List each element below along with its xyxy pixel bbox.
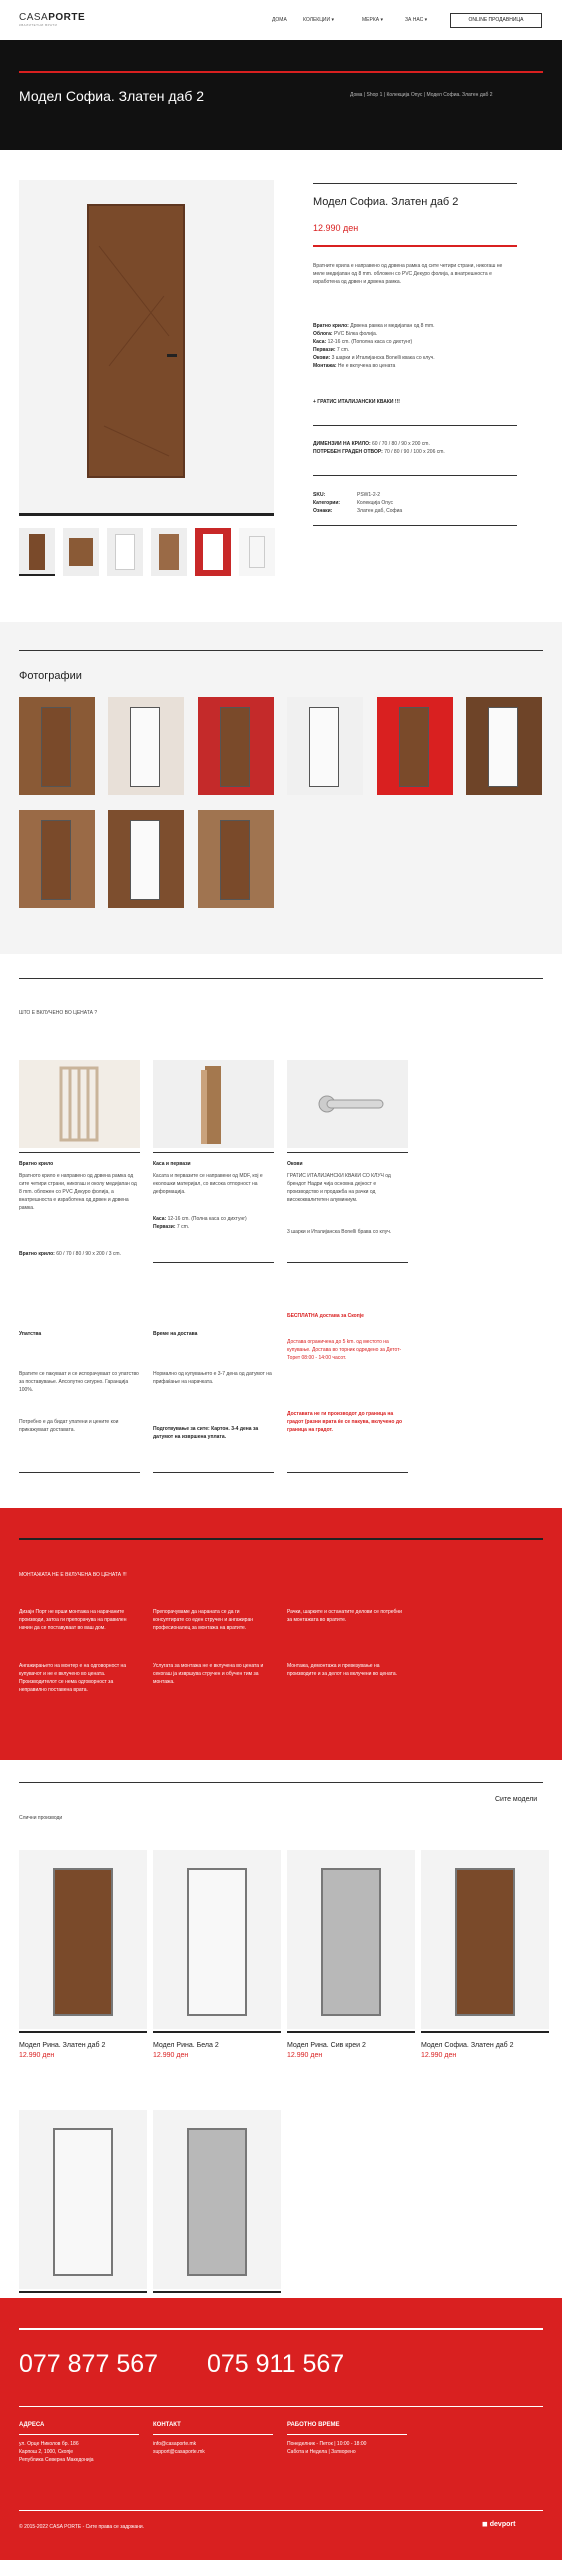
dim-row: [313, 448, 533, 456]
divider: [313, 245, 517, 247]
spec-label: Окови:: [313, 355, 331, 361]
divider: [313, 525, 517, 526]
door-image: [399, 707, 429, 787]
include-extra: Подготвување за сите: Картон. 3-4 дена за датумот на извршена уплата.: [153, 1426, 259, 1440]
all-models-link[interactable]: Сите модели: [495, 1796, 538, 1803]
include-bold: Первази:: [153, 1224, 176, 1230]
product-name[interactable]: Модел Рина. Бела 2: [153, 2042, 219, 2049]
spec-label: Монтажа:: [313, 363, 337, 369]
spec-label: Вратно крило:: [313, 323, 349, 329]
door-image: [309, 707, 339, 787]
badge-label: devport: [489, 2521, 516, 2528]
door-image: [53, 1868, 113, 2016]
contact-title: КОНТАКТ: [153, 2422, 181, 2428]
divider: [287, 2031, 415, 2033]
address: [19, 2440, 94, 2464]
address-title: АДРЕСА: [19, 2422, 45, 2428]
notice-text: Препорачуваме да нараната се да ги консултирате со еден стручен и ангажиран професионалец за монтажа на вратите.: [153, 1609, 254, 1631]
address-line: ул. Орце Николов бр. 186: [19, 2441, 79, 2447]
meta-row: [313, 499, 517, 507]
nav-about-label: ЗА НАС: [405, 17, 424, 23]
dim-value: 60 / 70 / 80 / 90 x 200 cm.: [372, 441, 430, 447]
gallery-title: Фотографии: [19, 670, 82, 682]
address-line: Република Северна Македонија: [19, 2457, 94, 2463]
spec-value: PVC Білка фолија.: [333, 331, 378, 337]
thumbnail[interactable]: [107, 528, 143, 576]
badge-icon: ◼: [482, 2521, 488, 2528]
gift-note: + ГРАТИС ИТАЛИЈАНСКИ КВАКИ !!!: [313, 399, 400, 405]
product-image[interactable]: [153, 2110, 281, 2289]
product-card[interactable]: [19, 2110, 147, 2319]
nav-collections-label: КОЛЕКЦИИ: [303, 17, 331, 23]
product-price: 12.990 ден: [19, 2052, 55, 2059]
developer-badge[interactable]: [482, 2520, 515, 2528]
spec-value: 7 cm.: [336, 347, 350, 353]
notice-title: МОНТАЖАТА НЕ Е ВКЛУЧЕНА ВО ЦЕНАТА !!!: [19, 1572, 127, 1578]
spec-row: [313, 330, 533, 338]
thumbnail[interactable]: [63, 528, 99, 576]
product-price: 12.990 ден: [153, 2052, 189, 2059]
door-image: [321, 1868, 381, 2016]
product-name[interactable]: Модел Софиа. Златен даб 2: [421, 2042, 514, 2049]
includes-title: ШТО Е ВКЛУЧЕНО ВО ЦЕНАТА ?: [19, 1010, 98, 1016]
include-title: БЕСПЛАТНА достава за Скопје: [287, 1313, 364, 1319]
divider: [19, 1472, 140, 1473]
thumbnail[interactable]: [195, 528, 231, 576]
nav-measure-label: МЕРКА: [362, 17, 380, 23]
door-image: [455, 1868, 515, 2016]
product-price: 12.990 ден: [287, 2052, 323, 2059]
breadcrumb[interactable]: Дома | Shop 1 | Колекција Опус | Модел Софиа. Златен даб 2: [350, 92, 493, 98]
gallery-photo[interactable]: [287, 697, 363, 795]
product-card[interactable]: [287, 1850, 415, 2059]
divider: [313, 475, 517, 476]
product-main-image[interactable]: [19, 180, 274, 513]
product-price: 12.990 ден: [421, 2052, 457, 2059]
product-specs: [313, 322, 533, 370]
hours-line: Сабота и Недела | Затворено: [287, 2449, 356, 2455]
contact-email[interactable]: info@casaporte.mk: [153, 2441, 197, 2447]
divider: [19, 2328, 543, 2330]
product-title: Модел Софиа. Златен даб 2: [313, 196, 459, 208]
gallery-photo[interactable]: [466, 697, 542, 795]
gallery-photo[interactable]: [108, 697, 184, 795]
door-image: [87, 204, 185, 478]
divider: [153, 1152, 274, 1153]
include-text: Касата и первазите се направени од MDF, кој е еколошки материјал, со висока отпорност на деформација.: [153, 1173, 263, 1195]
chevron-down-icon: ▾: [380, 17, 383, 23]
dim-value: 70 / 80 / 90 / 100 x 206 cm.: [384, 449, 445, 455]
online-shop-button[interactable]: ONLINE ПРОДАВНИЦА: [450, 13, 542, 28]
handle-image: [287, 1060, 408, 1148]
include-extra: [153, 1215, 274, 1231]
spec-row: [313, 354, 533, 362]
product-name[interactable]: Модел Рина. Сив креи 2: [287, 2042, 366, 2049]
include-extra: 3 шарки и Италијанска Bonelli брава со клуч.: [287, 1229, 392, 1235]
door-image: [53, 2128, 113, 2276]
installation-notice-section: [0, 1508, 562, 1760]
meta-value[interactable]: Златен даб, Софиа: [357, 508, 403, 514]
door-image: [41, 820, 71, 900]
product-meta: [313, 491, 517, 515]
gallery-photo[interactable]: [108, 810, 184, 908]
divider: [19, 2510, 543, 2511]
product-dimensions: [313, 440, 533, 456]
address-line: Карпош 2, 1000, Скопје: [19, 2449, 74, 2455]
casing-image: [153, 1060, 274, 1148]
spec-label: Облога:: [313, 331, 333, 337]
product-image[interactable]: [153, 1850, 281, 2029]
divider: [19, 2291, 147, 2293]
meta-label: SKU:: [313, 492, 326, 498]
divider: [19, 1782, 543, 1783]
logo-tagline: КВАЛИТЕТНИ ВРАТИ: [19, 23, 58, 27]
thumbnail[interactable]: [19, 528, 55, 576]
divider: [19, 650, 543, 651]
spec-value: Дрвена рамка и медијапан од 8 mm.: [350, 323, 435, 329]
divider: [153, 1472, 274, 1473]
meta-row: [313, 507, 517, 515]
nav-collections[interactable]: [303, 17, 334, 23]
chevron-down-icon: ▾: [424, 17, 428, 23]
divider: [287, 1472, 408, 1473]
gallery-photo[interactable]: [198, 697, 274, 795]
spec-label: Каса:: [313, 339, 327, 345]
site-header: [0, 0, 562, 40]
product-name[interactable]: Модел Рина. Златен даб 2: [19, 2042, 106, 2049]
product-image[interactable]: [19, 1850, 147, 2029]
include-text: Вратното крило е направено од дрвена рамка од сите четири страни, никогаш и околу медијапан од 8 mm. обложен со PVC Декуро фолија, а внатрешноста е изработена од дрвен и дрвена рамка.: [19, 1173, 137, 1211]
divider: [287, 1262, 408, 1263]
include-text: Нормално од купувањето е 3-7 дена од датумот на прифаќање на нарачката.: [153, 1371, 272, 1385]
gallery-photo[interactable]: [19, 810, 95, 908]
product-image[interactable]: [421, 1850, 549, 2029]
door-image: [488, 707, 518, 787]
include-bold: Вратно крило:: [19, 1251, 55, 1257]
meta-label: Ознаки:: [313, 508, 333, 514]
product-image[interactable]: [287, 1850, 415, 2029]
divider: [313, 425, 517, 426]
nav-home[interactable]: ДОМА: [272, 17, 287, 23]
divider: [153, 2031, 281, 2033]
divider: [153, 2434, 273, 2435]
door-image: [187, 2128, 247, 2276]
dim-row: [313, 440, 533, 448]
notice-text: Монтажа, демонтажа и превезување на производите и за делот на вклучени во цената.: [287, 1663, 398, 1677]
include-text: Вратите се пакуваат и се испорачуваат со упатство за поставување. Апсолутно сигурно. Гаранција 100%.: [19, 1371, 139, 1393]
product-card[interactable]: [153, 2110, 281, 2319]
spec-label: Первази:: [313, 347, 336, 353]
logo-text-a: CASA: [19, 12, 49, 23]
hours-line: Понеделник - Петок | 10:00 - 18:00: [287, 2441, 367, 2447]
include-title: Време на достава: [153, 1331, 198, 1337]
logo[interactable]: [19, 12, 85, 23]
dim-label: ПОТРЕБЕН ГРАДЕН ОТВОР:: [313, 449, 383, 455]
include-extra-value: 60 / 70 / 80 / 90 x 200 / 3 cm.: [56, 1251, 121, 1257]
spec-row: [313, 338, 533, 346]
spec-row: [313, 322, 533, 330]
chevron-down-icon: ▾: [331, 17, 335, 23]
product-card[interactable]: [421, 1850, 549, 2059]
include-text: Достава ограничена до 5 km. од местото на купување. Достава во торник одредено за Детот-Торет 08:00 - 14:00 часот.: [287, 1339, 402, 1361]
site-footer: [0, 2298, 562, 2560]
thumbnail[interactable]: [151, 528, 187, 576]
include-title: Упатства: [19, 1331, 42, 1337]
spec-row: [313, 346, 533, 354]
copyright: © 2015-2022 CASA PORTE - Сите права се задржани.: [19, 2524, 145, 2530]
door-image: [130, 820, 160, 900]
door-image: [220, 820, 250, 900]
product-image[interactable]: [19, 2110, 147, 2289]
divider: [287, 1152, 408, 1153]
divider: [19, 2031, 147, 2033]
dim-label: ДИМЕНЗИИ НА КРИЛО:: [313, 441, 371, 447]
divider: [313, 183, 517, 184]
include-extra-value: 7 cm.: [176, 1224, 190, 1230]
notice-text: Услугата за монтажа не е вклучена во цената и секогаш ја извршува стручен и обучен тим за монтажа.: [153, 1663, 264, 1685]
spec-value: Не е вклучена во цената: [337, 363, 396, 369]
include-text: ГРАТИС ИТАЛИЈАНСКИ КВАКИ СО КЛУЧ од брендот Надри чија основна дејност е производство и продажба на рачки од висококвалитетен алуминиум.: [287, 1173, 391, 1203]
include-title: Вратно крило: [19, 1161, 54, 1167]
spec-value: 3 шарки и Италијанска Bonelli квака со клуч.: [331, 355, 435, 361]
phone-2[interactable]: 075 911 567: [207, 2350, 345, 2378]
contact: [153, 2440, 205, 2456]
divider: [19, 1538, 543, 1540]
door-image: [41, 707, 71, 787]
divider: [19, 978, 543, 979]
phone-1[interactable]: 077 877 567: [19, 2350, 159, 2378]
divider: [19, 2434, 139, 2435]
product-price: 12.990 ден: [313, 223, 359, 233]
related-title: Слични производи: [19, 1815, 63, 1821]
notice-text: Дизајн Порт не врши монтажа на нарачаните производи, затоа ги препорачува на правилен начин да се поставуваат во ваш дом.: [19, 1609, 127, 1631]
hero-divider: [19, 71, 543, 73]
logo-text-b: PORTE: [48, 12, 86, 23]
nav-about[interactable]: [405, 17, 427, 23]
divider: [153, 1262, 274, 1263]
include-extra: [19, 1250, 140, 1258]
include-extra-value: 12-16 cm. (Полна каса со дихтунг): [167, 1216, 247, 1222]
door-frame-image: [19, 1060, 140, 1148]
meta-value[interactable]: Колекција Опус: [357, 500, 393, 506]
include-extra: Потребно е да бидат упатени и цените кои прикажуваат доставата.: [19, 1419, 119, 1433]
gallery-photo[interactable]: [19, 697, 95, 795]
thumbnail[interactable]: [239, 528, 275, 576]
meta-row: [313, 491, 517, 499]
divider: [153, 2291, 281, 2293]
divider: [19, 2406, 543, 2407]
include-extra: Доставата не ги производот до граница на градот (разни врата ќе се пакува, вклучено до граница на градот.: [287, 1411, 403, 1433]
include-title: Окови: [287, 1161, 303, 1167]
divider: [19, 1152, 140, 1153]
include-title: Каса и первази: [153, 1161, 191, 1167]
meta-value: PSW1-2-2: [357, 492, 381, 498]
divider: [421, 2031, 549, 2033]
gallery-photo[interactable]: [377, 697, 453, 795]
notice-text: Рачки, шарките и останатите делови се потребни за монтажата во вратите.: [287, 1609, 402, 1623]
contact-email[interactable]: support@casaporte.mk: [153, 2449, 205, 2455]
include-bold: Каса:: [153, 1216, 167, 1222]
image-progress-bar: [19, 513, 274, 516]
notice-text: Ангажирањето на монтер е на одговорност на купувачот и не е вклучено во цената. Производителот се нема одговорност за неправилно поставена врата.: [19, 1663, 127, 1693]
divider: [287, 2434, 407, 2435]
meta-label: Категории:: [313, 500, 341, 506]
product-card[interactable]: [153, 1850, 281, 2059]
door-image: [187, 1868, 247, 2016]
hours: [287, 2440, 366, 2456]
hours-title: РАБОТНО ВРЕМЕ: [287, 2422, 340, 2428]
product-description: Вратните крила е направено од дрвена рамка од сите четири страни, никогаш не меле медијапан од 8 mm. обложен со PVC Декуро фолијa, а внатрешноста е изработена од дрвен и дрвена рамка.: [313, 263, 503, 285]
nav-measure[interactable]: [362, 17, 383, 23]
page-title: Модел Софиа. Златен даб 2: [19, 88, 205, 104]
door-image: [220, 707, 250, 787]
door-image: [130, 707, 160, 787]
gallery-photo[interactable]: [198, 810, 274, 908]
product-card[interactable]: [19, 1850, 147, 2059]
spec-value: 12-16 cm. (Пополна каса со дихтунг): [327, 339, 413, 345]
spec-row: [313, 362, 533, 370]
